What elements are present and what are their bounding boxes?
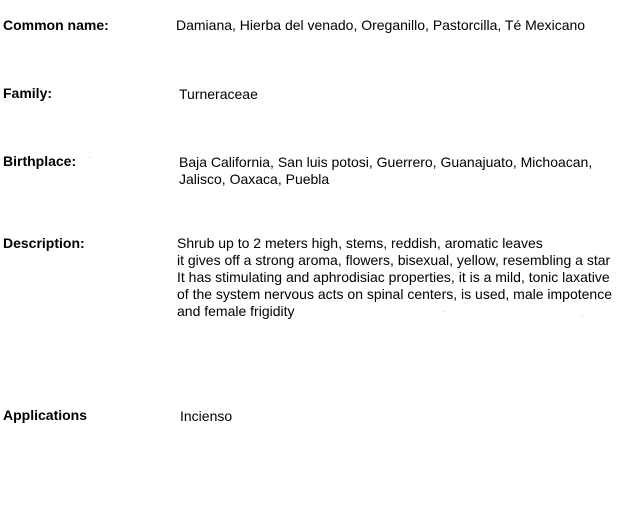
birthplace-line: Baja California, San luis potosi, Guerrero, Guanajuato, Michoacan, <box>179 154 593 170</box>
birthplace-label: Birthplace: <box>3 153 77 169</box>
description-value <box>177 235 612 320</box>
description-line: it gives off a strong aroma, flowers, bisexual, yellow, resembling a star <box>177 252 611 268</box>
scan-speck <box>89 157 90 158</box>
common-name-label: Common name: <box>3 17 109 33</box>
description-line: Shrub up to 2 meters high, stems, reddish, aromatic leaves <box>177 235 543 251</box>
scan-speck <box>443 311 444 312</box>
common-name-value: Damiana, Hierba del venado, Oreganillo, Pastorcilla, Té Mexicano <box>176 17 586 33</box>
description-label: Description: <box>3 235 85 251</box>
family-value: Turneraceae <box>179 86 258 102</box>
applications-label: Applications <box>3 407 88 423</box>
family-label: Family: <box>3 85 53 101</box>
description-line: and female frigidity <box>177 303 295 319</box>
description-line: It has stimulating and aphrodisiac properties, it is a mild, tonic laxative <box>177 269 610 285</box>
birthplace-line: Jalisco, Oaxaca, Puebla <box>179 171 330 187</box>
scan-speck <box>582 316 583 317</box>
applications-value: Incienso <box>180 408 233 424</box>
description-line: of the system nervous acts on spinal centers, is used, male impotence <box>177 286 612 302</box>
birthplace-value <box>179 154 592 188</box>
